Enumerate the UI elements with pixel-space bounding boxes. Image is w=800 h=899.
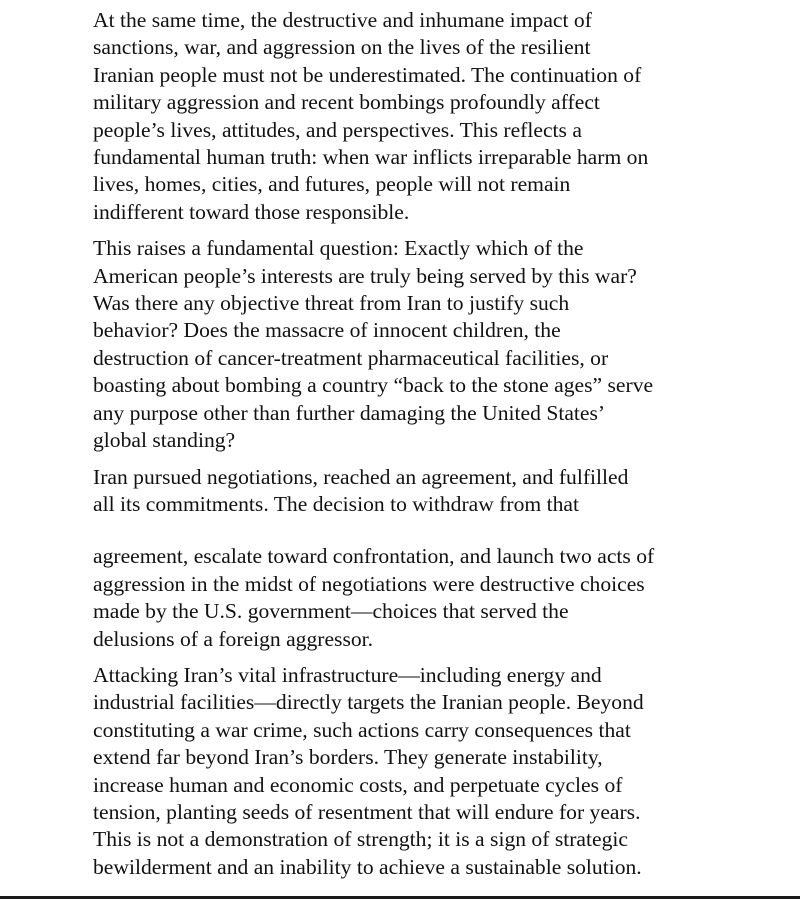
text-line: military aggression and recent bombings profoundly affect [93,90,600,115]
text-line: destruction of cancer-treatment pharmaceutical facilities, or [93,345,609,370]
text-line: constituting a war crime, such actions carry consequences that [93,717,631,742]
text-line: fundamental human truth: when war inflicts irreparable harm on [93,145,649,170]
text-line: people’s lives, attitudes, and perspectives. This reflects a [93,117,582,142]
text-line: all its commitments. The decision to withdraw from that [93,491,579,516]
paragraph [93,235,773,454]
paragraph [93,464,773,519]
document-body [93,7,773,881]
text-line: Attacking Iran’s vital infrastructure—including energy and [93,662,602,687]
text-line: Was there any objective threat from Iran to justify such [93,291,570,316]
text-line: behavior? Does the massacre of innocent children, the [93,318,561,343]
text-line: lives, homes, cities, and futures, people will not remain [93,172,571,197]
text-line: delusions of a foreign aggressor. [93,626,374,651]
text-line: boasting about bombing a country “back to the stone ages” serve [93,373,654,398]
text-line: aggression in the midst of negotiations were destructive choices [93,571,645,596]
text-line: sanctions, war, and aggression on the lives of the resilient [93,35,591,60]
text-line: industrial facilities—directly targets the Iranian people. Beyond [93,690,644,715]
text-line: indifferent toward those responsible. [93,199,410,224]
text-line: Iranian people must not be underestimated. The continuation of [93,62,642,87]
text-line: American people’s interests are truly being served by this war? [93,263,637,288]
text-line: global standing? [93,428,236,453]
text-line: any purpose other than further damaging the United States’ [93,400,606,425]
paragraph-continued [93,543,773,653]
text-line: Iran pursued negotiations, reached an agreement, and fulfilled [93,464,629,489]
text-line: tension, planting seeds of resentment that will endure for years. [93,799,641,824]
paragraph [93,662,773,881]
text-line: increase human and economic costs, and perpetuate cycles of [93,772,623,797]
paragraph [93,7,773,226]
text-line: made by the U.S. government—choices that served the [93,599,569,624]
text-line: This raises a fundamental question: Exactly which of the [93,236,584,261]
text-line: bewilderment and an inability to achieve a sustainable solution. [93,854,642,879]
text-line: agreement, escalate toward confrontation, and launch two acts of [93,544,655,569]
text-line: extend far beyond Iran’s borders. They generate instability, [93,745,603,770]
text-line: This is not a demonstration of strength; it is a sign of strategic [93,827,628,852]
text-line: At the same time, the destructive and inhumane impact of [93,8,592,32]
